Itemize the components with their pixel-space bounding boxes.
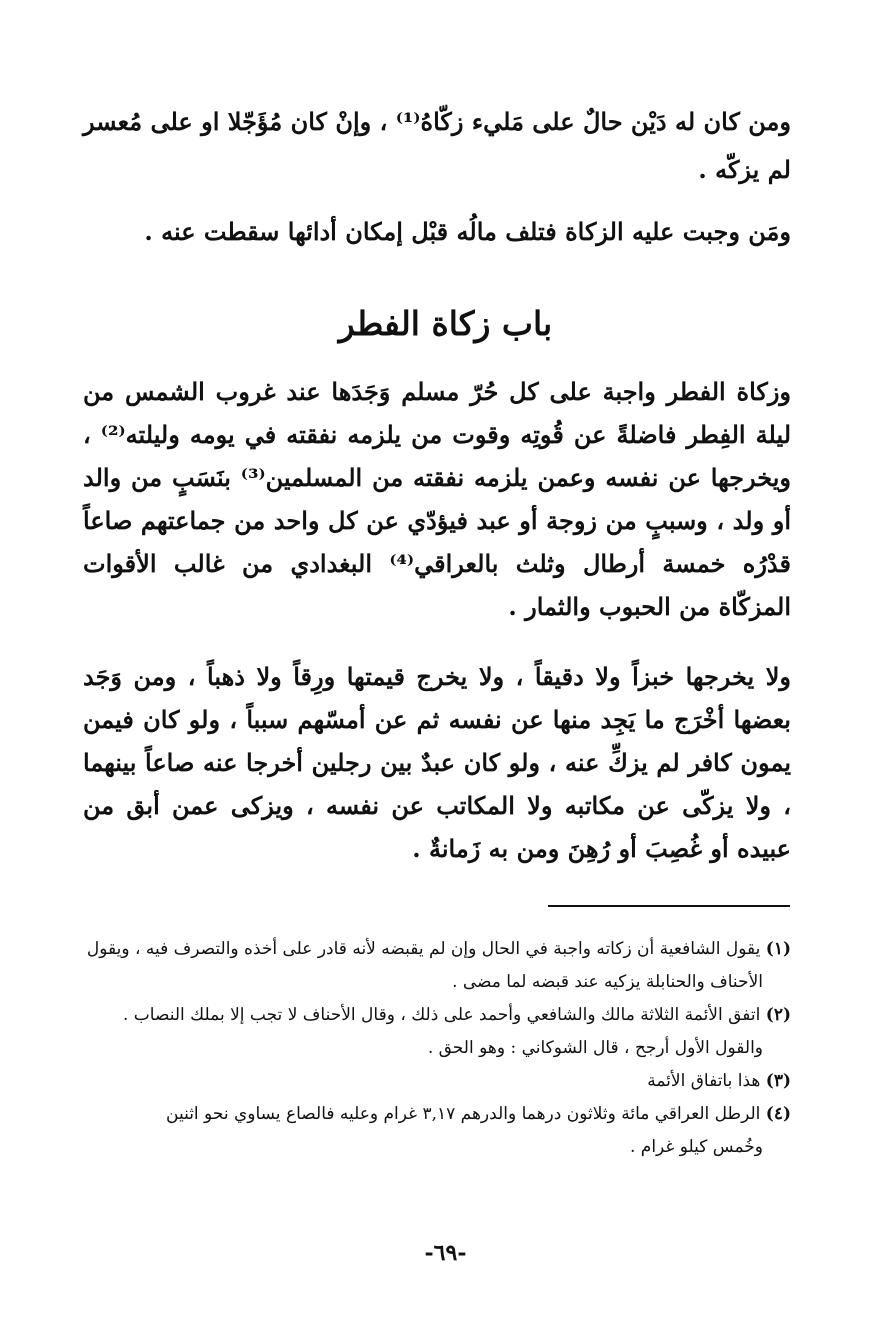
footnote-2 bbox=[83, 999, 791, 1065]
footnote-text: والقول الأول أرجح ، قال الشوكاني : وهو الحق . bbox=[427, 1038, 763, 1058]
footnote-number: (٤) bbox=[765, 1104, 791, 1124]
footnote-text: هذا باتفاق الأئمة bbox=[647, 1071, 761, 1091]
footnote-text: يقول الشافعية أن زكاته واجبة في الحال وإن لم يقبضه لأنه قادر على أخذه والتصرف فيه ، ويقول bbox=[86, 939, 761, 959]
footnote-number: (١) bbox=[765, 939, 791, 959]
footnote-number: (٢) bbox=[765, 1005, 791, 1025]
footnote-1 bbox=[83, 933, 791, 999]
section-heading: باب زكاة الفطر bbox=[338, 304, 553, 343]
footnote-divider bbox=[548, 905, 790, 907]
footnote-4 bbox=[83, 1098, 791, 1164]
footnote-text: الرطل العراقي مائة وثلاثون درهما والدرهم ٣,١٧ غرام وعليه فالصاع يساوي نحو اثنين bbox=[166, 1104, 761, 1124]
footnote-number: (٣) bbox=[765, 1071, 791, 1091]
paragraph-fitr-rules: ولا يخرجها خبزاً ولا دقيقاً ، ولا يخرج قيمتها ورِقاً ولا ذهباً ، ومن وَجَد بعضها أخْرَج ما يَجِد منها عن نفسه ثم عن أمسّهم سبباً ، ولو كان فيمن يمون كافر لم يزكِّ عنه ، ولو كان عبدٌ بين رجلين أخرجا عنه صاعاً بينهما ، ولا يزكّى عن مكاتبه ولا المكاتب عن نفسه ، ويزكى عمن أبق من عبيده أو غُصِبَ أو رُهِنَ ومن به زَمانةٌ . bbox=[83, 662, 791, 863]
footnotes-list bbox=[83, 933, 791, 1164]
paragraph-lost-wealth: ومَن وجبت عليه الزكاة فتلف مالُه قبْل إمكان أدائها سقطت عنه . bbox=[144, 217, 791, 246]
page-number: -٦٩- bbox=[424, 1240, 467, 1266]
footnote-text: اتفق الأئمة الثلاثة مالك والشافعي وأحمد على ذلك ، وقال الأحناف لا تجب إلا بملك النصاب . bbox=[122, 1005, 761, 1025]
paragraph-zakat-al-fitr: وزكاة الفطر واجبة على كل حُرّ مسلم وَجَدَها عند غروب الشمس من ليلة الفِطر فاضلةً عن قُوتِه وقوت من يلزمه نفقته في يومه وليلته⁽²⁾ ، ويخرجها عن نفسه وعمن يلزمه نفقته من المسلمين⁽³⁾ بنَسَبٍ من والد أو ولد ، وسببٍ من زوجة أو عبد فيؤدّي عن كل واحد من جماعتهم صاعاً قدْرُه خمسة أرطال وثلث بالعراقي⁽⁴⁾ البغدادي من غالب الأقوات المزكّاة من الحبوب والثمار . bbox=[83, 377, 792, 621]
paragraph-debt-zakat: ومن كان له دَيْن حالٌ على مَليء زكّاهُ⁽¹⁾ ، وإنْ كان مُؤَجّلا او على مُعسر لم يزكّه . bbox=[83, 107, 791, 184]
footnote-text: وخُمس كيلو غرام . bbox=[630, 1137, 763, 1157]
footnote-text: الأحناف والحنابلة يزكيه عند قبضه لما مضى . bbox=[452, 972, 763, 992]
footnote-3 bbox=[83, 1065, 791, 1098]
